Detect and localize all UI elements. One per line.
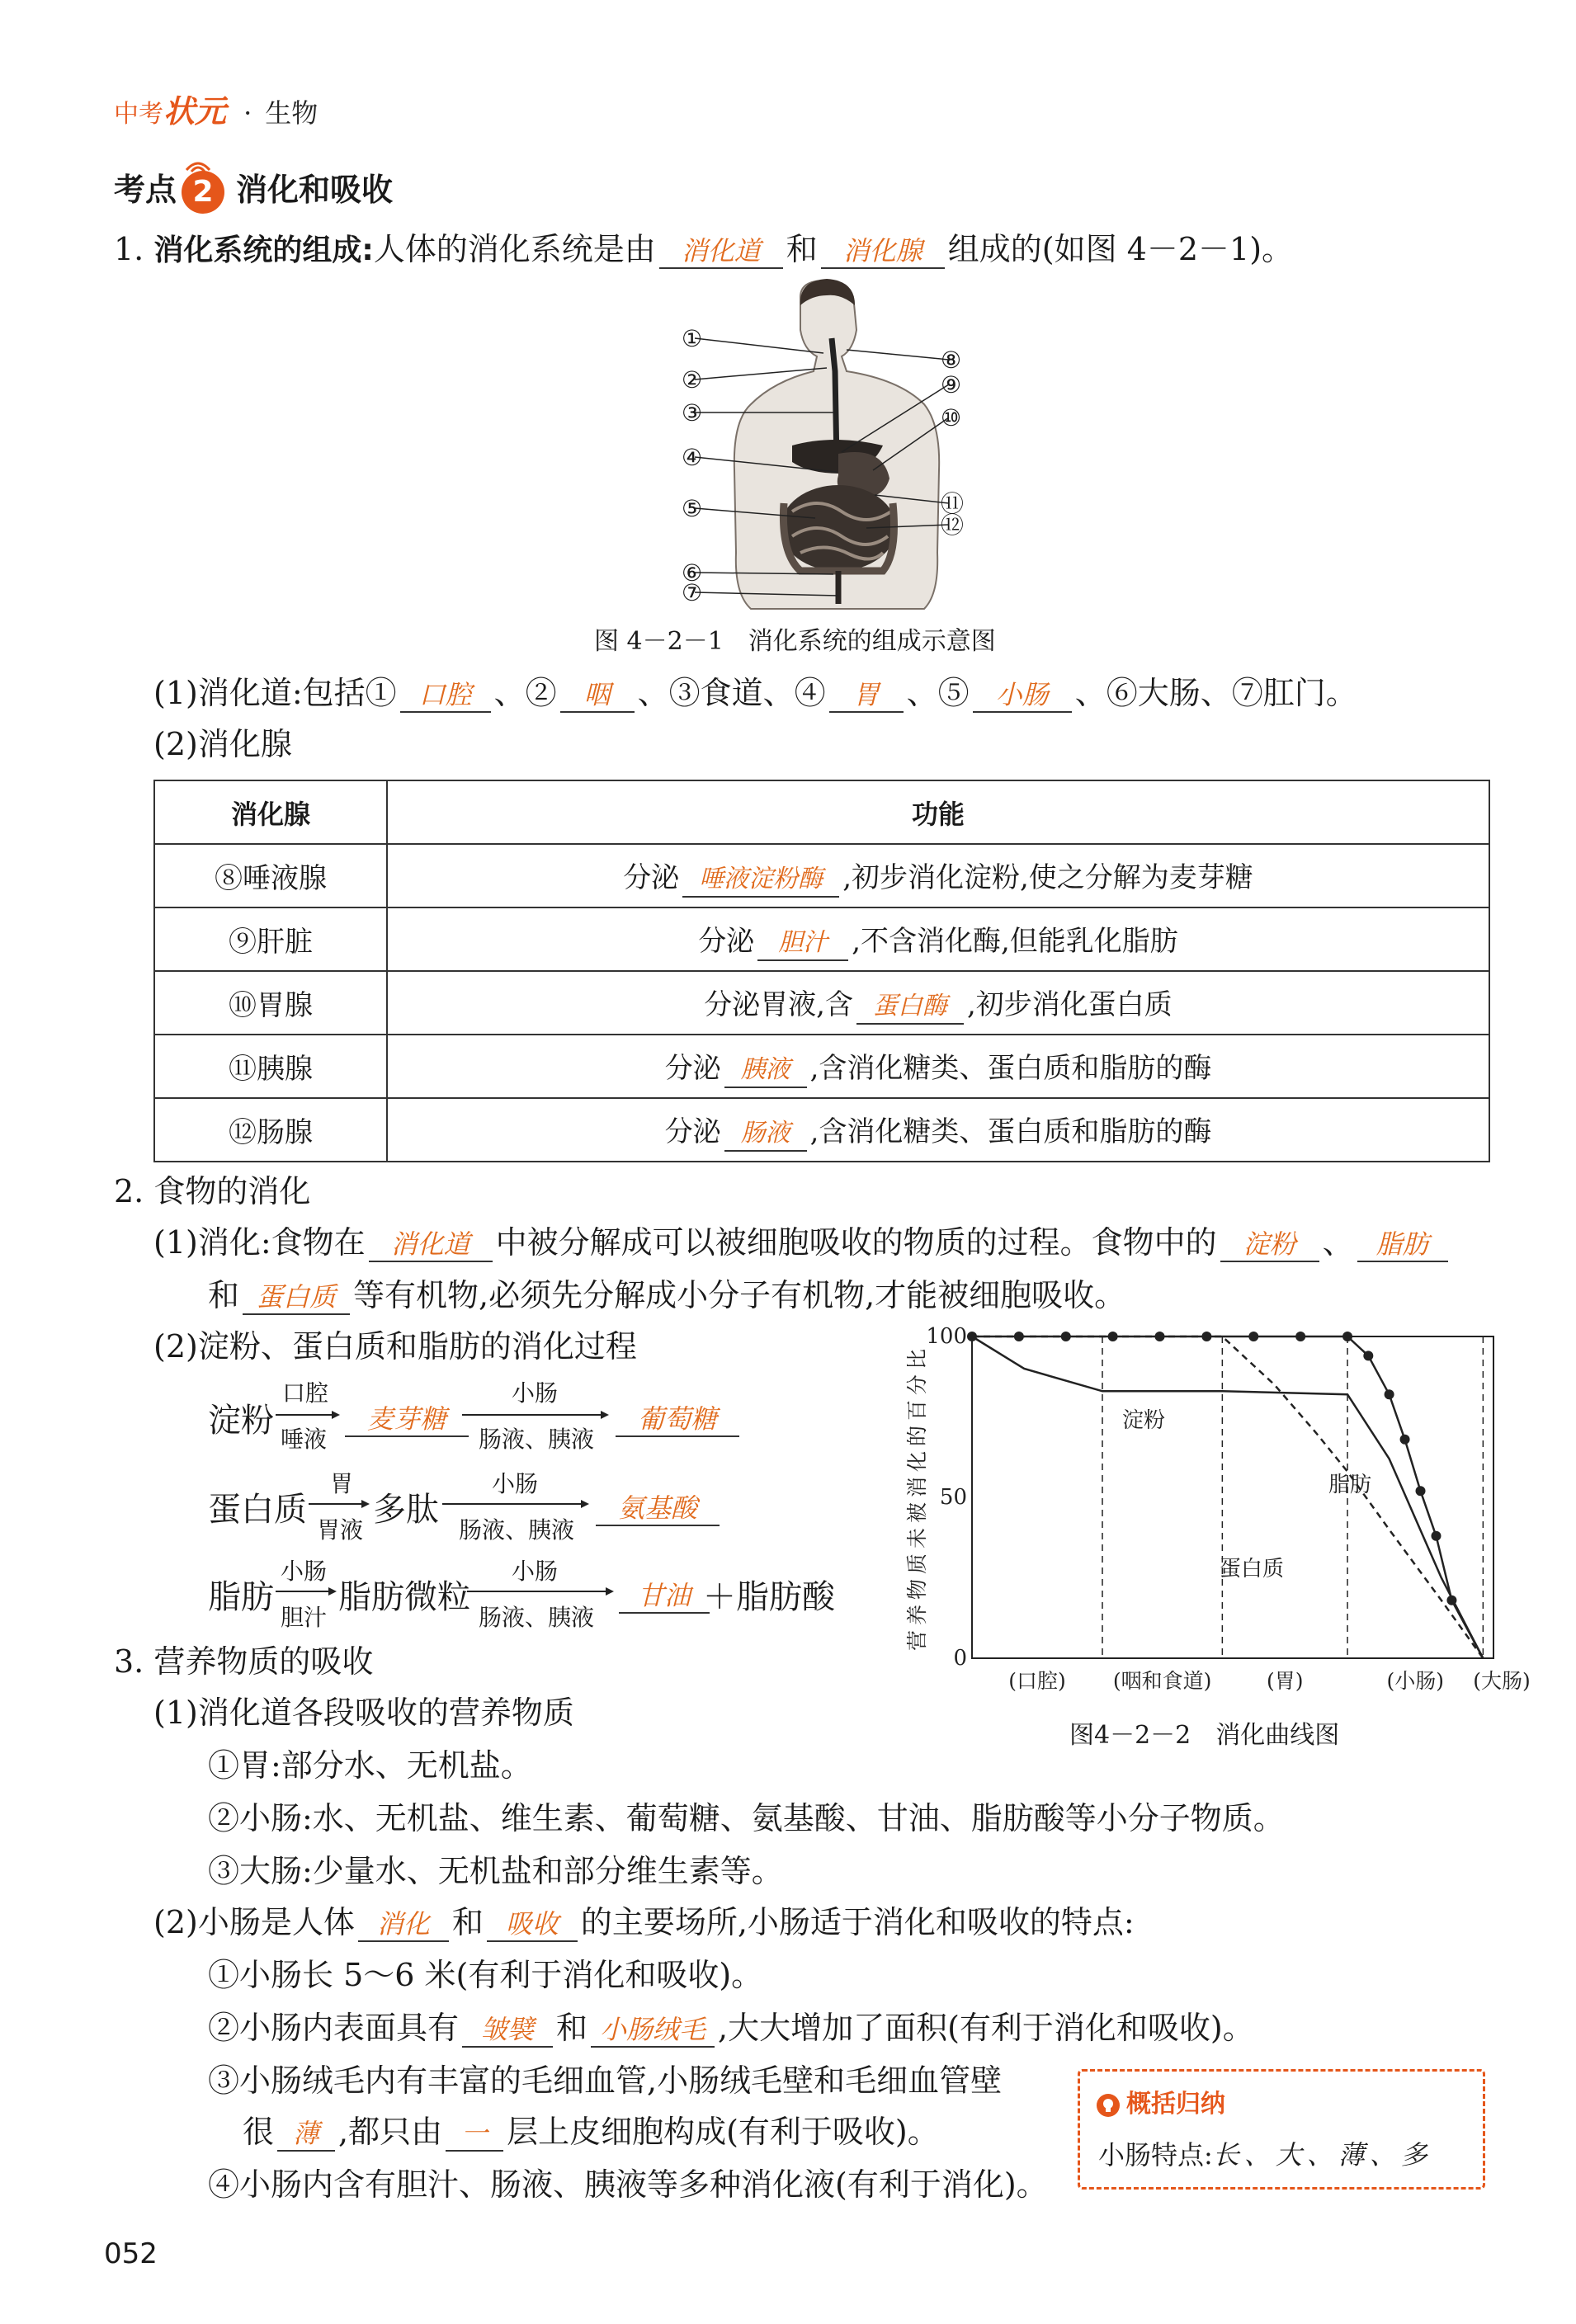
data-point	[1295, 1332, 1305, 1341]
section-1-line	[114, 229, 1293, 271]
answer-blank: 葡萄糖	[616, 1402, 739, 1437]
answer-blank: 脂肪	[1357, 1228, 1448, 1262]
chart-title: 图4－2－2 消化曲线图	[1069, 1721, 1340, 1750]
gland-name: ⑫肠腺	[154, 1098, 387, 1162]
feature-item: ③小肠绒毛内有丰富的毛细血管,小肠绒毛壁和毛细血管壁	[208, 2062, 1003, 2099]
x-category-label: (大肠)	[1473, 1669, 1531, 1693]
table-row	[154, 1035, 1489, 1098]
process-label: 口腔	[282, 1379, 329, 1407]
x-category-label: (咽和食道)	[1112, 1669, 1212, 1693]
section-3-p1: (1)消化道各段吸收的营养物质	[153, 1695, 574, 1731]
digestion-curve-chart	[899, 1324, 1531, 1757]
section-3-p2	[153, 1902, 1135, 1942]
section-2-line-2	[208, 1275, 1125, 1315]
fig-label: ⑫	[941, 511, 965, 539]
process-label: 胆汁	[281, 1604, 328, 1631]
text: 层上皮细胞构成(有利于吸收)。	[507, 2114, 939, 2150]
answer-blank: 消化腺	[821, 234, 945, 269]
section-number: 1.	[114, 231, 144, 267]
text: 很	[243, 2114, 275, 2150]
gland-name: ⑨肝脏	[154, 907, 387, 971]
brand-main: 状元	[163, 93, 227, 130]
data-point	[1431, 1531, 1441, 1541]
answer-blank: 淀粉	[1220, 1228, 1319, 1262]
process-label: 小肠	[512, 1558, 559, 1585]
arrow-icon	[442, 1498, 591, 1510]
text: 分泌胃液,含	[704, 988, 853, 1021]
text: ,不含消化酶,但能乳化脂肪	[852, 924, 1178, 958]
process-label: 唾液	[281, 1426, 328, 1453]
data-point	[1385, 1389, 1394, 1399]
text: (2)小肠是人体	[153, 1904, 355, 1940]
section-3-title: 3. 营养物质的吸收	[114, 1643, 374, 1680]
series-line	[972, 1336, 1483, 1658]
absorb-item: ②小肠:水、无机盐、维生素、葡萄糖、氨基酸、甘油、脂肪酸等小分子物质。	[208, 1800, 1285, 1836]
process-protein-mid: 多肽	[373, 1491, 439, 1529]
text: 和	[451, 1904, 484, 1940]
answer-blank: 唾液淀粉酶	[682, 863, 839, 898]
text: 、	[1322, 1224, 1354, 1261]
fig-label: ⑧	[941, 346, 962, 374]
data-point	[967, 1332, 977, 1341]
text: ,都只由	[338, 2114, 443, 2150]
table-header: 消化腺	[154, 780, 387, 844]
section-2-line-1	[153, 1223, 1451, 1262]
feature-item: ④小肠内含有胆汁、肠液、胰液等多种消化液(有利于消化)。	[208, 2166, 1048, 2203]
answer-blank: 咽	[560, 678, 635, 713]
data-point	[1061, 1332, 1071, 1341]
kaodian-label: 考点	[114, 172, 177, 208]
gland-name: ⑪胰腺	[154, 1035, 387, 1098]
table-header: 功能	[387, 780, 1489, 844]
tract-line	[153, 673, 1357, 713]
table-header-row	[154, 780, 1489, 844]
text: 、②	[493, 675, 557, 711]
digestive-glands-table	[153, 780, 1490, 1162]
answer-blank: 胰液	[724, 1054, 807, 1088]
process-label: 胃	[330, 1470, 354, 1497]
table-row	[154, 844, 1489, 907]
answer-blank: 胃	[829, 678, 904, 713]
fig-label: ⑩	[941, 404, 962, 431]
data-point	[1446, 1596, 1456, 1605]
text: 的主要场所,小肠适于消化和吸收的特点:	[580, 1904, 1135, 1940]
series-label: 蛋白质	[1220, 1557, 1285, 1582]
summary-title-text: 概括归纳	[1126, 2090, 1225, 2119]
process-starch-label: 淀粉	[208, 1402, 274, 1440]
answer-blank: 薄	[277, 2117, 335, 2152]
glands-title: (2)消化腺	[153, 726, 292, 762]
fig-label: ④	[682, 444, 703, 471]
fig-label: ⑪	[941, 490, 965, 517]
series-label: 脂肪	[1328, 1473, 1372, 1497]
fig-label: ⑤	[682, 495, 703, 522]
text: 、⑤	[906, 675, 970, 711]
data-point	[1363, 1351, 1373, 1360]
kaodian-title: 消化和吸收	[236, 172, 394, 208]
text: 等有机物,必须先分解成小分子有机物,才能被细胞吸收。	[353, 1277, 1126, 1313]
y-tick-label: 50	[939, 1485, 967, 1510]
answer-blank: 氨基酸	[596, 1492, 720, 1526]
gland-function	[387, 844, 1489, 907]
text: 分泌	[664, 1051, 721, 1085]
section-2-line-3: (2)淀粉、蛋白质和脂肪的消化过程	[153, 1328, 637, 1365]
process-fat-tail: ＋脂肪酸	[703, 1578, 835, 1616]
kaodian-heading	[114, 170, 393, 214]
answer-blank: 口腔	[400, 678, 491, 713]
summary-title	[1097, 2083, 1225, 2119]
gland-name: ⑧唾液腺	[154, 844, 387, 907]
gland-function	[387, 971, 1489, 1035]
text: (1)消化:食物在	[153, 1224, 366, 1261]
data-point	[1201, 1332, 1211, 1341]
summary-content	[1098, 2134, 1432, 2172]
text: 中被分解成可以被细胞吸收的物质的过程。食物中的	[495, 1224, 1217, 1261]
answer-blank: 消化	[358, 1907, 449, 1942]
header-separator: ·	[243, 97, 252, 129]
answer-blank: 皱襞	[462, 2013, 553, 2048]
text: 分泌	[698, 924, 755, 958]
fig-label: ⑥	[682, 559, 703, 587]
process-label: 小肠	[281, 1558, 328, 1585]
brand-prefix: 中考	[114, 100, 163, 129]
text: ,初步消化蛋白质	[967, 988, 1173, 1021]
process-label: 肠液、胰液	[479, 1426, 595, 1453]
feature-item	[208, 2008, 1254, 2048]
answer-blank: 胆汁	[757, 926, 848, 961]
process-label: 小肠	[512, 1379, 559, 1407]
data-point	[1248, 1332, 1258, 1341]
gland-function	[387, 907, 1489, 971]
text: 分泌	[664, 1115, 721, 1148]
answer-blank: 吸收	[487, 1907, 578, 1942]
arrow-icon	[462, 1409, 611, 1421]
series-label: 淀粉	[1122, 1408, 1166, 1433]
text: (1)消化道:包括①	[153, 675, 397, 711]
x-category-label: (胃)	[1266, 1669, 1304, 1693]
header	[114, 86, 318, 131]
x-category-label: (小肠)	[1386, 1669, 1444, 1693]
page-number: 052	[104, 2237, 158, 2270]
summary-label: 小肠特点:	[1098, 2139, 1213, 2171]
process-label: 小肠	[492, 1470, 539, 1497]
signal-icon	[182, 155, 215, 173]
text: ,含消化糖类、蛋白质和脂肪的酶	[809, 1051, 1212, 1085]
feature-item-cont	[243, 2112, 939, 2152]
process-protein-label: 蛋白质	[208, 1491, 307, 1529]
text: 和	[208, 1277, 240, 1313]
text: ,含消化糖类、蛋白质和脂肪的酶	[809, 1115, 1212, 1148]
fig-label: ①	[682, 325, 703, 352]
gland-function	[387, 1035, 1489, 1098]
kaodian-number: 2	[182, 171, 224, 214]
arrow-icon	[309, 1498, 371, 1510]
answer-blank: 消化道	[369, 1228, 493, 1262]
text: 、⑥大肠、⑦肛门。	[1074, 675, 1357, 711]
lightbulb-icon	[1097, 2094, 1120, 2117]
data-point	[1014, 1332, 1024, 1341]
section-2-title: 2. 食物的消化	[114, 1173, 311, 1209]
fig-label: ⑦	[682, 579, 703, 606]
answer-blank: 肠液	[724, 1117, 807, 1152]
process-label: 胃液	[317, 1516, 364, 1544]
header-subject: 生物	[265, 97, 319, 129]
text: ②小肠内表面具有	[208, 2010, 460, 2046]
text: ,大大增加了面积(有利于消化和吸收)。	[718, 2010, 1254, 2046]
fig-label: ⑨	[941, 371, 962, 398]
gland-name: ⑩胃腺	[154, 971, 387, 1035]
text: 、③食道、④	[637, 675, 826, 711]
text: 人体的消化系统是由	[373, 231, 656, 267]
absorb-item: ①胃:部分水、无机盐。	[208, 1747, 532, 1784]
answer-blank: 小肠	[973, 678, 1072, 713]
data-point	[1155, 1332, 1165, 1341]
process-label: 肠液、胰液	[479, 1604, 595, 1631]
summary-box	[1078, 2069, 1485, 2190]
fig-label: ③	[682, 399, 703, 427]
text: 组成的(如图 4－2－1)。	[947, 231, 1294, 267]
data-point	[1416, 1486, 1426, 1496]
arrow-icon	[467, 1586, 616, 1597]
data-point	[1108, 1332, 1118, 1341]
gland-function	[387, 1098, 1489, 1162]
process-fat-label: 脂肪	[208, 1578, 274, 1616]
answer-blank: 小肠绒毛	[591, 2013, 715, 2048]
answer-blank: 蛋白质	[243, 1280, 350, 1315]
plot-frame	[972, 1336, 1493, 1658]
feature-item: ①小肠长 5～6 米(有利于消化和吸收)。	[208, 1957, 763, 1993]
text: 分泌	[623, 860, 680, 894]
text: 和	[786, 231, 818, 267]
answer-blank: 一	[446, 2117, 503, 2152]
answer-blank: 麦芽糖	[345, 1402, 469, 1437]
table-row	[154, 1098, 1489, 1162]
y-axis-label: 营养物质未被消化的百分比	[905, 1343, 929, 1652]
digestive-system-figure	[677, 280, 982, 610]
table-row	[154, 971, 1489, 1035]
answer-blank: 消化道	[659, 234, 783, 269]
text: ,初步消化淀粉,使之分解为麦芽糖	[842, 860, 1253, 894]
figure-caption: 图 4－2－1 消化系统的组成示意图	[594, 627, 996, 656]
summary-items: 长、大、薄、多	[1212, 2139, 1432, 2171]
x-category-label: (口腔)	[1008, 1669, 1066, 1693]
answer-blank: 甘油	[619, 1579, 710, 1614]
arrow-icon	[276, 1409, 342, 1421]
arrow-icon	[276, 1586, 338, 1597]
section-heading: 消化系统的组成:	[153, 233, 374, 267]
fig-label: ②	[682, 366, 703, 394]
answer-blank: 蛋白酶	[856, 990, 964, 1025]
process-label: 肠液、胰液	[459, 1516, 575, 1544]
table-row	[154, 907, 1489, 971]
data-point	[1400, 1435, 1410, 1445]
process-fat-mid: 脂肪微粒	[338, 1578, 470, 1616]
data-point	[1342, 1332, 1352, 1341]
y-tick-label: 100	[926, 1324, 967, 1349]
y-tick-label: 0	[953, 1646, 967, 1671]
absorb-item: ③大肠:少量水、无机盐和部分维生素等。	[208, 1853, 783, 1889]
text: 和	[556, 2010, 588, 2046]
